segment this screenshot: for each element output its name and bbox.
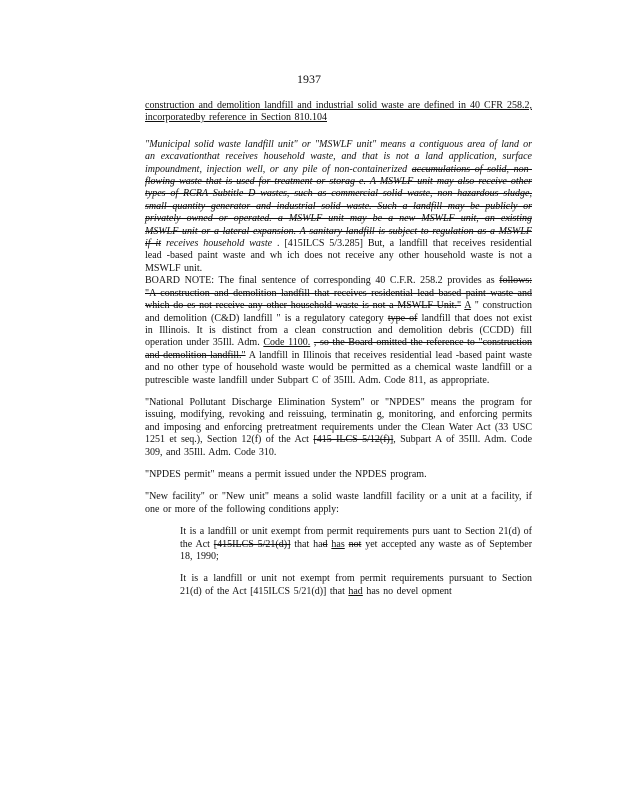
spacer (145, 481, 532, 491)
spacer (145, 125, 532, 139)
mswlf-italic-text: "Municipal solid waste landfill unit" or "MSWLF unit" means a contiguous area of land or an excavationthat receives household waste, and that is not a land application, surface impoundment, injection well, or any pile of non-containerized (145, 138, 532, 175)
condition-1-mid: that ha (294, 538, 323, 550)
condition-1-struck-d: d (322, 538, 328, 550)
npdes-definition-text: "National Pollutant Discharge Elimination System" or "NPDES" means the program for issuing, modifying, revoking and reissuing, terminatin g, monitoring, and enforcing permits and imposing and enforcing pretreatment requirements under the Clean Water Act (33 USC 1251 et seq.), Section 12(f) of the Act (145, 396, 532, 446)
board-note-mid-2: landfill that does not exist in Illinois. It is distinct from a clean construction and demolition debris (CCDD) fill operation under 35Ill. Adm. (145, 312, 532, 349)
condition-1-lead: It is a landfill or unit exempt from permit requirements purs uant to Section 21(d) of the Act (180, 526, 532, 550)
condition-2-tail: has no devel opment (366, 585, 452, 597)
new-facility-paragraph: "New facility" or "New unit" means a solid waste landfill facility or a unit at a facility, if one or more of the following conditions apply: (145, 491, 532, 515)
cd-definition-paragraph: construction and demolition landfill and industrial solid waste are defined in 40 CFR 258.2, incorporatedby reference in Section 810.104 (145, 100, 532, 124)
board-note-code: Code 1100. (263, 337, 311, 349)
condition-1-struck-citation: [415ILCS 5/21(d)] (213, 538, 291, 550)
npdes-struck-citation: [415 ILCS 5/12(f)] (313, 434, 394, 446)
board-note-follows: follows: (499, 275, 533, 287)
npdes-tail: , Subpart A of 35Ill. Adm. Code 309, and 35Ill. Adm. Code 310. (145, 434, 533, 458)
spacer (145, 563, 532, 573)
board-note-struck-reference: , so the Board omitted the reference to "construction and demolition landfill." (145, 337, 533, 361)
board-note-a: A (464, 300, 471, 312)
condition-1-tail: yet accepted any waste as of September 18, 1990; (180, 538, 533, 562)
board-note-lead: BOARD NOTE: The final sentence of corresponding 40 C.F.R. 258.2 provides as (145, 275, 495, 287)
mswlf-definition-paragraph (145, 139, 532, 275)
mswlf-citation: . [415ILCS 5/3.285] (276, 238, 363, 250)
page-number: 1937 (297, 72, 321, 86)
mswlf-struck-text: accumulations of solid, non-flowing waste that is used for treatment or storag e. A MSWLF unit may also receive other types of RCRA Subtitle D wastes, such as commercial solid waste, non hazardous sludge, small quantity generator and industrial solid waste. Such a landfill may be publicly or privately owned or operated. a MSWLF unit may be a new MSWLF unit, an existing MSWLF unit or a lateral expansion. A sanitary landfill is subject to regulation as a MSWLF if it (145, 163, 532, 250)
board-note-mid: " construction and demolition (C&D) landfill " is a regulatory category (145, 300, 533, 324)
board-note-struck-type: type of (387, 312, 418, 324)
board-note-struck-quote: "A construction and demolition landfill that receives residential lead based paint waste and which do es not receive any other household waste is not a MSWLF Unit." (145, 287, 532, 312)
condition-2-lead: It is a landfill or unit not exempt from permit requirements pursuant to Section 21(d) of the Act [415ILCS 5/21(d)] that (180, 573, 532, 597)
mswlf-italic-text-2: receives household waste (165, 238, 273, 250)
document-body (145, 100, 532, 598)
spacer (145, 387, 532, 397)
spacer (145, 459, 532, 469)
spacer (145, 516, 532, 526)
board-note-tail: A landfill in Illinois that receives residential lead -based paint waste and no other type of household waste would be permitted as a chemical waste landfill or a putrescible waste landfill under Subpart C of 35Ill. Adm. Code 811, as appropriate. (145, 349, 532, 386)
condition-1-paragraph (180, 526, 532, 563)
board-note-paragraph (145, 275, 532, 387)
npdes-definition-paragraph (145, 397, 532, 459)
npdes-permit-paragraph: "NPDES permit" means a permit issued under the NPDES program. (145, 468, 427, 480)
condition-1-struck-not: not (348, 538, 362, 550)
condition-2-had: had (348, 585, 363, 597)
condition-1-has: has (331, 538, 345, 550)
condition-2-paragraph (180, 573, 532, 598)
mswlf-tail: But, a landfill that receives residential lead -based paint waste and wh ich does not receive any other household waste is not a MSWLF unit. (145, 238, 533, 274)
